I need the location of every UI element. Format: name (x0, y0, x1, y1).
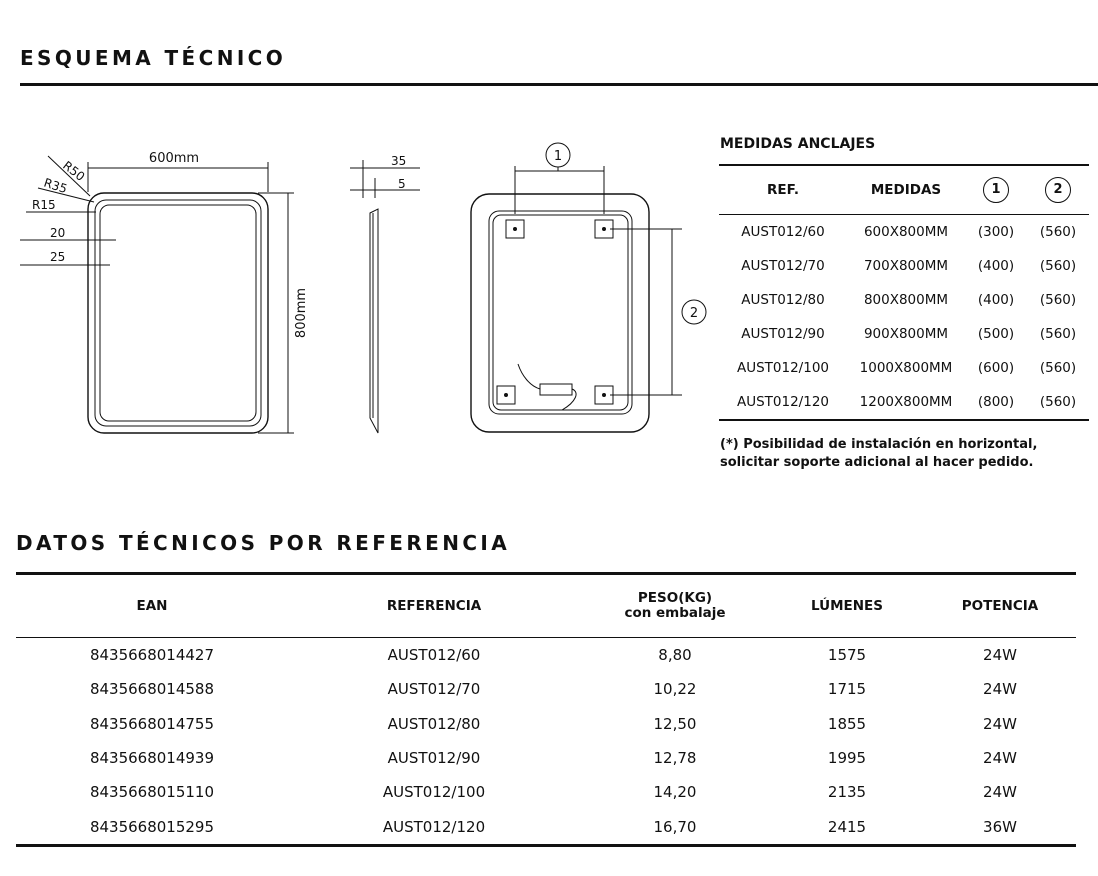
callout-2-label: 2 (689, 306, 699, 321)
width-label: 600mm (148, 151, 200, 166)
technical-drawing (0, 100, 710, 445)
anchors-cell-c2: (560) (1039, 224, 1077, 240)
datos-cell-referencia: AUST012/80 (387, 714, 481, 733)
datos-cell-ean: 8435668014755 (89, 714, 215, 733)
datos-cell-ean: 8435668015110 (89, 783, 215, 802)
anchors-cell-c2: (560) (1039, 360, 1077, 376)
anchors-cell-ref: AUST012/100 (736, 360, 829, 376)
datos-cell-referencia: AUST012/100 (382, 783, 486, 802)
datos-header-referencia: REFERENCIA (288, 574, 580, 638)
radius-label-r15: R15 (32, 198, 56, 212)
anchors-table (719, 164, 1089, 421)
offset-label-20: 20 (50, 226, 66, 240)
datos-row (16, 775, 1076, 809)
datos-header-ean: EAN (16, 574, 288, 638)
anchors-cell-ref: AUST012/120 (719, 385, 847, 420)
datos-cell-lumenes: 1995 (827, 749, 867, 768)
datos-row (16, 809, 1076, 845)
side-label-35: 35 (391, 154, 407, 168)
installation-note: (*) Posibilidad de instalación en horizontal, solicitar soporte adicional al hacer pedido. (720, 437, 1038, 470)
anchors-cell-medidas: 1200X800MM (847, 385, 965, 420)
anchors-cell-c1: (800) (965, 385, 1027, 420)
datos-header-peso-line2: con embalaje (624, 605, 726, 621)
datos-cell-potencia: 24W (983, 714, 1017, 733)
anchors-row (719, 249, 1089, 283)
anchors-cell-medidas: 900X800MM (863, 326, 949, 342)
side-view (370, 209, 378, 433)
offset-label-25: 25 (50, 250, 66, 264)
anchors-cell-c1: (300) (977, 224, 1015, 240)
schema-heading-rule (20, 83, 1098, 86)
anchors-cell-ref: AUST012/60 (741, 224, 825, 240)
anchors-cell-ref: AUST012/70 (741, 258, 825, 274)
datos-cell-lumenes: 1715 (827, 680, 867, 699)
datos-header-peso (580, 574, 770, 638)
datos-heading: DATOS TÉCNICOS POR REFERENCIA (16, 531, 511, 555)
datos-cell-peso: 8,80 (658, 646, 692, 665)
datos-cell-peso: 12,50 (653, 714, 697, 733)
anchors-row (719, 283, 1089, 317)
radius-label-r35: R35 (42, 175, 69, 197)
anchors-header-circle-1: 1 (983, 177, 1009, 203)
anchors-header-row (719, 165, 1089, 215)
datos-table (16, 572, 1076, 847)
anchors-row (719, 215, 1089, 250)
datos-cell-referencia: AUST012/90 (387, 749, 481, 768)
anchors-cell-ref: AUST012/90 (741, 326, 825, 342)
anchors-cell-medidas: 800X800MM (863, 292, 949, 308)
datos-header-row (16, 574, 1076, 638)
datos-row (16, 707, 1076, 741)
callout-1-label: 1 (553, 149, 563, 164)
datos-header-peso-line1: PESO(KG) (637, 590, 713, 606)
datos-cell-ean: 8435668015295 (16, 809, 288, 845)
datos-cell-potencia: 24W (983, 749, 1017, 768)
anchors-row (719, 317, 1089, 351)
cable (518, 364, 540, 389)
datos-header-lumenes: LÚMENES (770, 574, 924, 638)
anchors-cell-c2: (560) (1039, 292, 1077, 308)
height-label: 800mm (294, 287, 309, 339)
side-label-5: 5 (398, 177, 406, 191)
datos-cell-lumenes: 1575 (827, 646, 867, 665)
datos-cell-referencia: AUST012/70 (387, 680, 481, 699)
datos-row (16, 638, 1076, 673)
datos-row (16, 672, 1076, 706)
datos-cell-potencia: 24W (983, 783, 1017, 802)
anchors-cell-c2: (560) (1039, 258, 1077, 274)
anchors-cell-c1: (500) (977, 326, 1015, 342)
datos-cell-lumenes: 2415 (770, 809, 924, 845)
datos-cell-potencia: 24W (983, 680, 1017, 699)
anchors-title: MEDIDAS ANCLAJES (720, 136, 876, 152)
anchors-cell-c1: (400) (977, 258, 1015, 274)
datos-cell-referencia: AUST012/120 (288, 809, 580, 845)
anchors-cell-c2: (560) (1027, 385, 1089, 420)
datos-cell-lumenes: 2135 (827, 783, 867, 802)
datos-cell-referencia: AUST012/60 (387, 646, 481, 665)
datos-row (16, 741, 1076, 775)
led-driver-box (540, 384, 572, 395)
anchors-cell-medidas: 1000X800MM (859, 360, 953, 376)
datos-cell-ean: 8435668014939 (89, 749, 215, 768)
datos-cell-peso: 14,20 (653, 783, 697, 802)
anchors-cell-ref: AUST012/80 (741, 292, 825, 308)
anchors-header-ref: REF. (719, 165, 847, 215)
anchors-row (719, 351, 1089, 385)
datos-cell-ean: 8435668014427 (89, 646, 215, 665)
anchors-header-circle-2: 2 (1045, 177, 1071, 203)
anchors-header-medidas: MEDIDAS (847, 165, 965, 215)
anchors-row (719, 385, 1089, 420)
datos-cell-peso: 16,70 (580, 809, 770, 845)
schema-heading: ESQUEMA TÉCNICO (20, 46, 287, 70)
datos-header-potencia: POTENCIA (924, 574, 1076, 638)
datos-cell-ean: 8435668014588 (89, 680, 215, 699)
datos-cell-potencia: 36W (924, 809, 1076, 845)
datos-cell-potencia: 24W (983, 646, 1017, 665)
datos-cell-peso: 10,22 (653, 680, 697, 699)
back-view (471, 194, 649, 432)
anchors-cell-c1: (600) (977, 360, 1015, 376)
anchors-cell-c2: (560) (1039, 326, 1077, 342)
radius-label-r50: R50 (60, 158, 88, 184)
front-view-mirror (88, 193, 268, 433)
anchors-cell-medidas: 600X800MM (863, 224, 949, 240)
datos-cell-lumenes: 1855 (827, 714, 867, 733)
anchors-cell-medidas: 700X800MM (863, 258, 949, 274)
datos-cell-peso: 12,78 (653, 749, 697, 768)
anchors-cell-c1: (400) (977, 292, 1015, 308)
